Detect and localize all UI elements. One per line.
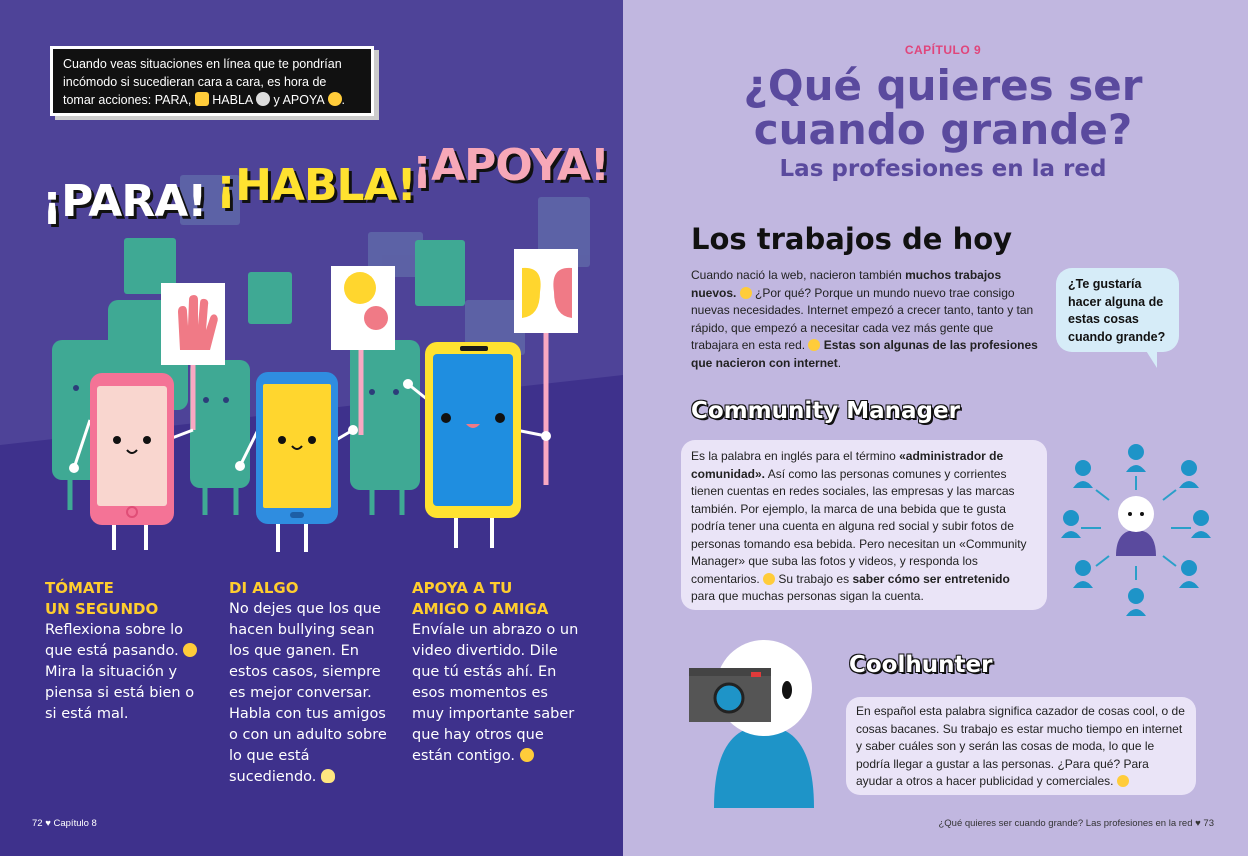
column-title: TÓMATE UN SEGUNDO — [45, 579, 159, 618]
wink-emoji-icon — [520, 748, 534, 762]
section-heading-trabajos: Los trabajos de hoy — [691, 222, 1013, 256]
intro-text-end: . — [341, 93, 346, 107]
camera-icon — [689, 638, 839, 808]
nerd-emoji-icon — [808, 339, 820, 351]
lightbulb-emoji-icon — [321, 769, 335, 783]
heart-icon: ♥ — [45, 818, 51, 829]
column-tomate — [45, 578, 205, 725]
sunglasses-emoji-icon — [1117, 775, 1129, 787]
right-page — [623, 0, 1248, 856]
column-title: DI ALGO — [229, 579, 299, 597]
column-text: Envíale un abrazo o un video divertido. Dile que tú estás ahí. En esos momentos es muy importante saber que hay otros que están contigo. — [412, 622, 579, 764]
phones-illustration — [0, 0, 623, 570]
section-text-coolhunter: En español esta palabra significa cazador de cosas cool, o de cosas bacanes. Su trabajo es estar mucho tiempo en internet y saber cuáles son y serán las cosas de moda, lo que le podría llegar a gustar a las personas. ¿Para qué? Para ayudar a otros a hacer publicidad y comerciales. — [846, 697, 1196, 795]
footer-right: ¿Qué quieres ser cuando grande? Las profesiones en la red ♥ 73 — [938, 818, 1214, 829]
chapter-label: CAPÍTULO 9 — [904, 43, 982, 57]
headline-habla: ¡HABLA! — [216, 160, 416, 211]
blue-phone — [403, 342, 551, 548]
page-title: ¿Qué quieres ser cuando grande? — [743, 61, 1143, 154]
thinking-emoji-icon — [183, 643, 197, 657]
network-icon — [1061, 438, 1211, 624]
section-heading-community: Community Manager — [691, 398, 960, 424]
column-title: APOYA A TU AMIGO O AMIGA — [412, 579, 549, 618]
intro-text-apoya: y APOYA — [273, 93, 325, 107]
section-text-community: Es la palabra en inglés para el término «administrador de comunidad». Así como las personas comunes y corrientes tienen cuentas en redes sociales, las empresas y las marcas también. Por ejemplo, la marca de una bebida que te gusta podría tener una cuenta en alguna red social y subir fotos de personas tomando esa bebida. Pero necesitan un «Community Manager» que suba las fotos y videos, y responda los comentarios. Su trabajo es saber cómo ser entretenido para que muchas personas sigan la cuenta. — [681, 440, 1047, 610]
yellow-phone — [235, 372, 358, 552]
column-text: Reflexiona sobre lo que está pasando. Mira la situación y piensa si está bien o si está mal. — [45, 620, 205, 725]
section-heading-coolhunter: Coolhunter — [849, 652, 993, 678]
headline-apoya: ¡APOYA! — [412, 140, 609, 191]
column-di-algo — [229, 578, 394, 788]
wink-emoji-icon — [740, 287, 752, 299]
column-apoya — [412, 578, 582, 767]
page-subtitle: Las profesiones en la red — [779, 156, 1107, 182]
footer-left: 72 ♥ Capítulo 8 — [32, 818, 97, 829]
bubble-tail — [1143, 346, 1157, 368]
intro-text: Cuando veas situaciones en línea que te pondrían incómodo si sucedieran cara a cara, es hora de tomar acciones: PARA, — [63, 57, 342, 107]
angel-emoji-icon — [763, 573, 775, 585]
heart-icon: ♥ — [1195, 818, 1201, 829]
section-text-trabajos: Cuando nació la web, nacieron también muchos trabajos nuevos. ¿Por qué? Porque un mundo nuevo trae consigo nuevas necesidades. Internet empezó a crecer tanto, tanto y tan rápido, que empezó a necesitar cada vez más gente que trabajara en esta red. Estas son algunas de las profesiones que nacieron con internet. — [691, 268, 1038, 370]
column-text: No dejes que los que hacen bullying sean los que ganen. En estos casos, siempre es mejor conversar. Habla con tus amigos o con un adulto sobre lo que está sucediendo. — [229, 601, 387, 785]
left-page — [0, 0, 623, 856]
headline-para: ¡PARA! — [42, 176, 207, 227]
question-bubble: ¿Te gustaría hacer alguna de estas cosas cuando grande? — [1056, 268, 1179, 352]
intro-text-habla: HABLA — [212, 93, 253, 107]
